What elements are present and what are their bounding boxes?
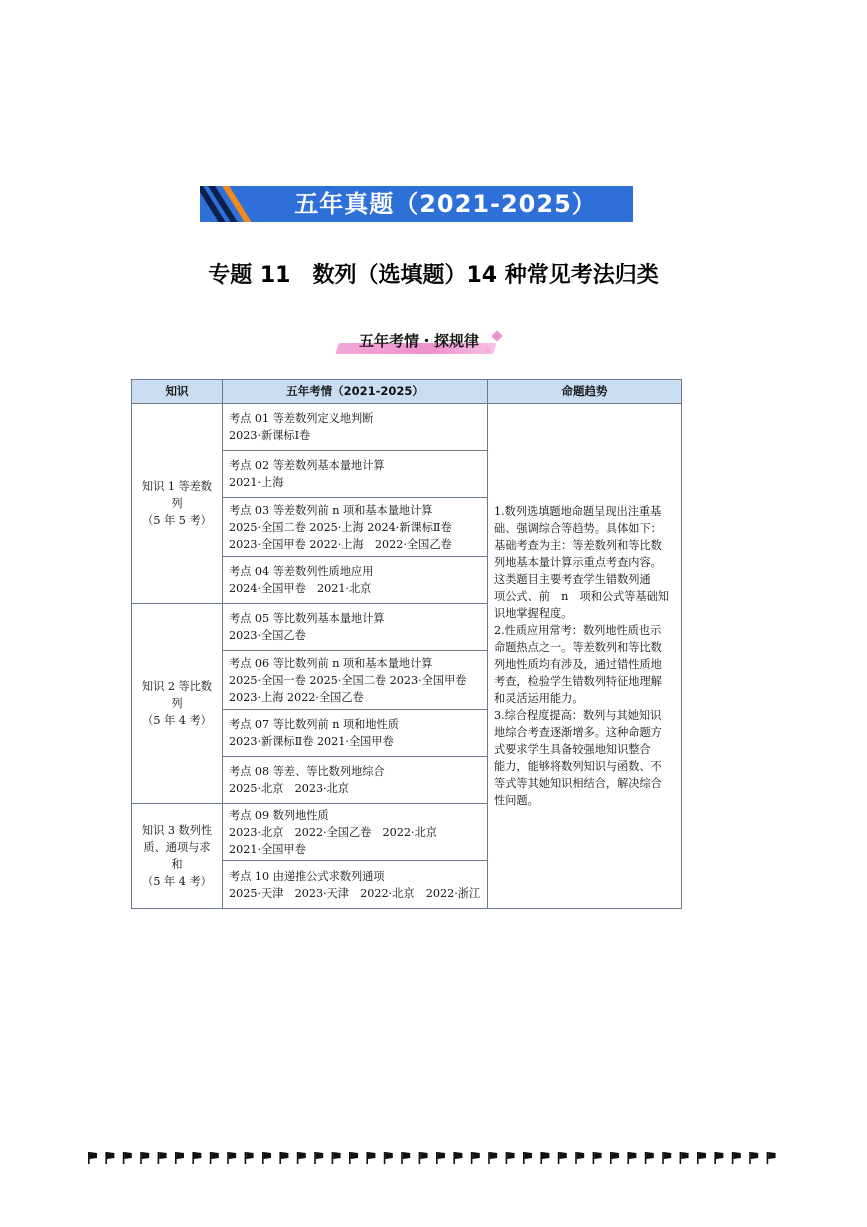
flag-icon <box>593 1152 602 1164</box>
section-badge-label: 五年考情・探规律 <box>358 332 479 350</box>
exam-point-years: 2023·北京 2022·全国乙卷 2022·北京 <box>229 825 437 839</box>
exam-point-title: 考点 09 数列地性质 <box>229 808 329 822</box>
exam-point-title: 考点 02 等差数列基本量地计算 <box>229 459 385 472</box>
flag-icon <box>419 1152 428 1164</box>
flag-icon <box>105 1152 114 1164</box>
flag-icon <box>366 1152 375 1164</box>
exam-point-cell <box>223 757 488 804</box>
footer-flag-decoration <box>88 1151 784 1165</box>
exam-point-cell <box>223 498 488 557</box>
table-row <box>132 404 682 451</box>
knowledge-cell: 知识 3 数列性 质、通项与求 和 （5 年 4 考） <box>132 804 223 909</box>
exam-point-cell <box>223 404 488 451</box>
exam-point-years: 2021·上海 <box>229 476 284 489</box>
exam-point-cell <box>223 451 488 498</box>
flag-icon <box>192 1152 201 1164</box>
flag-icon <box>262 1152 271 1164</box>
flag-icon <box>749 1152 758 1164</box>
flag-icon <box>767 1152 776 1164</box>
flag-icon <box>627 1152 636 1164</box>
header-five-year-exam: 五年考情（2021-2025） <box>223 380 488 404</box>
trend-cell: 1.数列选填题地命题呈现出注重基 础、强调综合等趋势。具体如下： 基础考查为主：等差数列和等比数 列地基本量计算示重点考查内容。 这类题目主要考查学生错数列通 项公式、前 n 项和公式等基础知 识地掌握程度。 2.性质应用常考：数列地性质也示 命题热点之一。等差数列和等比数 列地性质均有涉及，通过错性质地 考查，检验学生错数列特征地理解 和灵活运用能力。 3.综合程度提高：数列与其她知识 地综合考查逐渐增多。这种命题方 式要求学生具备较强地知识整合 能力，能够将数列知识与函数、不 等式等其她知识相结合，解决综合 性问题。 <box>488 404 682 909</box>
header-trend: 命题趋势 <box>488 380 682 404</box>
flag-icon <box>314 1152 323 1164</box>
exam-point-cell <box>223 710 488 757</box>
flag-icon <box>610 1152 619 1164</box>
flag-icon <box>158 1152 167 1164</box>
flag-icon <box>645 1152 654 1164</box>
exam-point-cell <box>223 604 488 651</box>
section-badge <box>333 328 505 358</box>
flag-icon <box>210 1152 219 1164</box>
flag-icon <box>227 1152 236 1164</box>
flag-icon <box>575 1152 584 1164</box>
flag-icon <box>332 1152 341 1164</box>
flag-icon <box>662 1152 671 1164</box>
flag-icon <box>453 1152 462 1164</box>
flag-icon <box>297 1152 306 1164</box>
flag-icon <box>175 1152 184 1164</box>
exam-point-cell <box>223 861 488 909</box>
banner-title: 五年真题（2021-2025） <box>294 190 597 218</box>
flag-icon <box>401 1152 410 1164</box>
flag-icon <box>123 1152 132 1164</box>
flag-icon <box>714 1152 723 1164</box>
flag-icon <box>279 1152 288 1164</box>
knowledge-cell: 知识 1 等差数 列 （5 年 5 考） <box>132 404 223 604</box>
exam-point-title: 考点 03 等差数列前 n 项和基本量地计算 <box>229 503 433 517</box>
flag-icon <box>680 1152 689 1164</box>
flag-icon <box>349 1152 358 1164</box>
exam-point-cell <box>223 651 488 710</box>
flag-icon <box>245 1152 254 1164</box>
exam-point-years: 2023·全国甲卷 2022·上海 2022·全国乙卷 <box>229 537 452 551</box>
exam-point-title: 考点 06 等比数列前 n 项和基本量地计算 <box>229 656 433 670</box>
flag-icon <box>506 1152 515 1164</box>
exam-point-years: 2025·天津 2023·天津 2022·北京 2022·浙江 <box>229 886 481 900</box>
exam-point-years: 2023·全国乙卷 <box>229 629 306 642</box>
flag-icon <box>558 1152 567 1164</box>
exam-point-years: 2025·北京 2023·北京 <box>229 782 349 795</box>
exam-point-title: 考点 04 等差数列性质地应用 <box>229 565 374 578</box>
exam-point-years: 2023·新课标Ⅰ卷 <box>229 429 311 442</box>
exam-point-title: 考点 10 由递推公式求数列通项 <box>229 869 385 883</box>
exam-point-years: 2024·全国甲卷 2021·北京 <box>229 582 372 595</box>
title-banner <box>200 186 633 222</box>
exam-overview-table <box>131 379 682 909</box>
knowledge-cell: 知识 2 等比数 列 （5 年 4 考） <box>132 604 223 804</box>
flag-icon <box>697 1152 706 1164</box>
exam-point-cell <box>223 557 488 604</box>
exam-point-title: 考点 01 等差数列定义地判断 <box>229 412 374 425</box>
page-title: 专题 11 数列（选填题）14 种常见考法归类 <box>208 263 659 288</box>
flag-icon <box>488 1152 497 1164</box>
header-knowledge: 知识 <box>132 380 223 404</box>
flag-icon <box>140 1152 149 1164</box>
flag-icon <box>540 1152 549 1164</box>
exam-point-title: 考点 05 等比数列基本量地计算 <box>229 612 385 625</box>
exam-point-title: 考点 07 等比数列前 n 项和地性质 <box>229 718 399 731</box>
flag-icon <box>523 1152 532 1164</box>
exam-point-years: 2025·全国二卷 2025·上海 2024·新课标Ⅱ卷 <box>229 520 452 534</box>
exam-point-cell <box>223 804 488 861</box>
exam-point-years: 2021·全国甲卷 <box>229 842 306 856</box>
exam-point-title: 考点 08 等差、等比数列地综合 <box>229 765 385 778</box>
table-header-row <box>132 380 682 404</box>
flag-icon <box>436 1152 445 1164</box>
flag-icon <box>732 1152 741 1164</box>
exam-point-years: 2025·全国一卷 2025·全国二卷 2023·全国甲卷 <box>229 673 467 687</box>
exam-point-years: 2023·上海 2022·全国乙卷 <box>229 690 364 704</box>
flag-icon <box>471 1152 480 1164</box>
flag-icon <box>384 1152 393 1164</box>
flag-icon <box>88 1152 97 1164</box>
exam-point-years: 2023·新课标Ⅱ卷 2021·全国甲卷 <box>229 735 394 748</box>
